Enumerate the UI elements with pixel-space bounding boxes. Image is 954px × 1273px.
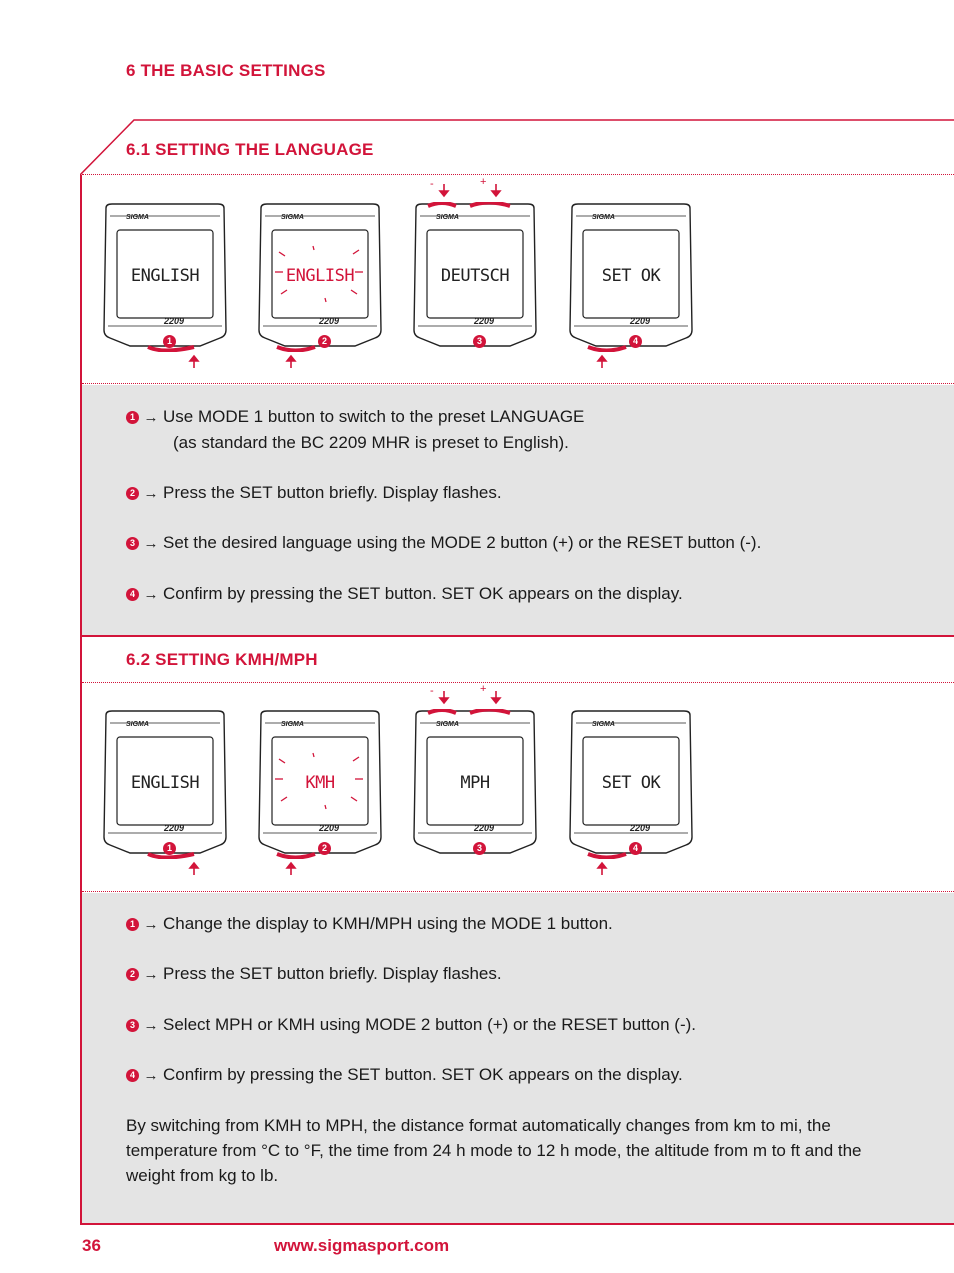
units-note: By switching from KMH to MPH, the distance format automatically changes from km to mi, the temperature from °C to °F, the time from 24 h mode to 12 h mode, the altitude from m to ft and the weight from kg to lb.: [126, 1116, 862, 1185]
press-arrow-icon: [255, 859, 385, 879]
device-model: 2209: [319, 316, 340, 326]
device-display-text: SET OK: [601, 266, 661, 286]
device-brand: SIGMA: [126, 721, 149, 728]
step-badge: 2: [126, 487, 139, 500]
step-text: Select MPH or KMH using MODE 2 button (+) or the RESET button (-).: [163, 1015, 697, 1034]
arrow-icon: →: [143, 535, 159, 552]
arrow-icon: →: [143, 1017, 159, 1034]
arrow-icon: →: [143, 1067, 159, 1084]
bike-computer-illustration: [100, 709, 230, 859]
step-badge: 4: [126, 588, 139, 601]
device-brand: SIGMA: [592, 214, 615, 221]
step-text: Use MODE 1 button to switch to the preset LANGUAGE: [163, 407, 585, 426]
flash-marks-icon: [255, 709, 385, 859]
device-display-text: ENGLISH: [130, 773, 200, 793]
divider: [82, 682, 954, 683]
bike-computer-illustration: [255, 202, 385, 352]
arrow-icon: →: [143, 409, 159, 426]
step-3: [126, 530, 886, 556]
press-arrow-icon: [100, 352, 230, 372]
device-brand: SIGMA: [281, 214, 304, 221]
step-badge: 3: [473, 842, 486, 855]
step-badge: 1: [126, 411, 139, 424]
device-model: 2209: [630, 823, 651, 833]
device-model: 2209: [164, 316, 185, 326]
step-badge: 2: [318, 842, 331, 855]
bike-computer-illustration: [566, 202, 696, 352]
step-badge: 4: [629, 335, 642, 348]
minus-label: -: [430, 685, 434, 697]
bike-computer-illustration: [255, 709, 385, 859]
page-number: 36: [82, 1236, 101, 1255]
divider: [82, 383, 954, 384]
device-display-text: ENGLISH: [285, 266, 355, 286]
bike-computer-illustration: [566, 709, 696, 859]
device-row-kmh-mph: [100, 683, 720, 887]
device-brand: SIGMA: [126, 214, 149, 221]
device-model: 2209: [164, 823, 185, 833]
step-3: [126, 1012, 886, 1038]
page-heading: 6 THE BASIC SETTINGS: [126, 61, 326, 80]
step-badge: 2: [126, 968, 139, 981]
plus-label: +: [480, 683, 487, 695]
step-4: [126, 581, 886, 607]
device-model: 2209: [319, 823, 340, 833]
step-badge: 1: [126, 918, 139, 931]
step-text: Press the SET button briefly. Display flashes.: [163, 964, 502, 983]
press-arrow-icon: [100, 859, 230, 879]
press-arrow-icon: [566, 859, 696, 879]
device-row-language: [100, 176, 720, 380]
step-text: Change the display to KMH/MPH using the MODE 1 button.: [163, 914, 613, 933]
bike-computer-illustration: [410, 176, 540, 352]
device-brand: SIGMA: [592, 721, 615, 728]
step-text: Confirm by pressing the SET button. SET OK appears on the display.: [163, 1065, 683, 1084]
arrow-icon: →: [143, 485, 159, 502]
arrow-icon: →: [143, 916, 159, 933]
step-text: Set the desired language using the MODE 2 button (+) or the RESET button (-).: [163, 533, 762, 552]
arrow-icon: →: [143, 586, 159, 603]
device-display-text: KMH: [305, 773, 335, 793]
step-badge: 2: [318, 335, 331, 348]
step-1: [126, 404, 886, 455]
bike-computer-illustration: [410, 683, 540, 859]
step-badge: 1: [163, 335, 176, 348]
divider: [82, 174, 954, 175]
device-model: 2209: [474, 316, 495, 326]
press-arrow-icon: [255, 352, 385, 372]
section-title-kmh-mph: 6.2 SETTING KMH/MPH: [126, 650, 318, 669]
step-text-continued: (as standard the BC 2209 MHR is preset to English).: [173, 433, 569, 452]
step-badge: 3: [126, 1019, 139, 1032]
device-model: 2209: [474, 823, 495, 833]
step-1: [126, 911, 886, 937]
device-display-text: ENGLISH: [130, 266, 200, 286]
bike-computer-illustration: [100, 202, 230, 352]
device-display-text: MPH: [460, 773, 490, 793]
flash-marks-icon: [255, 202, 385, 352]
press-arrow-icon: [566, 352, 696, 372]
section-frame-bottom: [80, 1223, 954, 1225]
step-4: [126, 1062, 886, 1088]
footer-url: www.sigmasport.com: [274, 1236, 450, 1255]
step-badge: 3: [473, 335, 486, 348]
section-separator: [80, 635, 954, 637]
step-text: Press the SET button briefly. Display flashes.: [163, 483, 502, 502]
section-title-language: 6.1 SETTING THE LANGUAGE: [126, 140, 374, 159]
step-2: [126, 480, 886, 506]
arrow-icon: →: [143, 966, 159, 983]
plus-label: +: [480, 176, 487, 188]
step-badge: 3: [126, 537, 139, 550]
device-display-text: SET OK: [601, 773, 661, 793]
device-display-text: DEUTSCH: [440, 266, 510, 286]
device-brand: SIGMA: [436, 721, 459, 728]
divider: [82, 891, 954, 892]
step-badge: 4: [629, 842, 642, 855]
step-badge: 1: [163, 842, 176, 855]
step-badge: 4: [126, 1069, 139, 1082]
step-text: Confirm by pressing the SET button. SET OK appears on the display.: [163, 584, 683, 603]
device-brand: SIGMA: [436, 214, 459, 221]
device-brand: SIGMA: [281, 721, 304, 728]
device-model: 2209: [630, 316, 651, 326]
step-2: [126, 961, 886, 987]
minus-label: -: [430, 178, 434, 190]
